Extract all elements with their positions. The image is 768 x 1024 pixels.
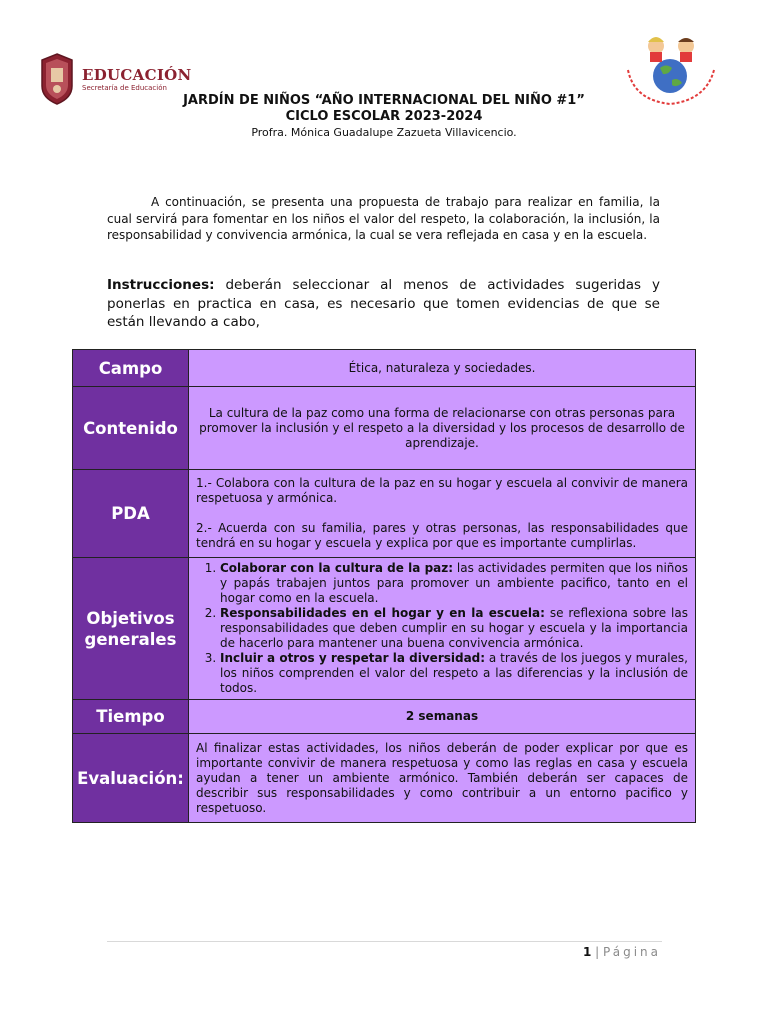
school-title: JARDÍN DE NIÑOS “AÑO INTERNACIONAL DEL NIÑO #1” [183,93,585,108]
logo-subtitle: Secretaría de Educación [82,84,167,92]
row-contenido [73,387,696,470]
logo-word: EDUCACIÓN [82,66,192,84]
row-tiempo [73,700,696,734]
footer-divider [107,941,662,942]
evaluacion-label: Evaluación: [73,734,189,823]
objetivos-label: Objetivos generales [73,558,189,700]
objetivo-item [220,651,688,696]
objetivo-item [220,606,688,651]
objetivo-title: Incluir a otros y respetar la diversidad: [220,651,486,665]
objetivo-title: Responsabilidades en el hogar y en la escuela: [220,606,545,620]
objetivos-list [196,561,688,696]
evaluacion-value: Al finalizar estas actividades, los niños deberán de poder explicar por que es importante convivir de manera respetuosa y como las reglas en casa y escuela ayudan a tener un ambiente armónico. También deberán ser capaces de describir sus responsabilidades y como contribuir a un entorno pacifico y respetuoso. [189,734,696,823]
objetivo-text: las actividades permiten que los niños y papás trabajen juntos para promover un ambiente pacifico, tanto en el hogar como en la escuela. [220,561,688,605]
objetivos-value [189,558,696,700]
objetivo-text: se reflexiona sobre las responsabilidades que deben cumplir en su hogar y escuela y la importancia de hacerlo para mantener una buena convivencia armónica. [220,606,688,650]
page-footer [583,945,661,959]
campo-label: Campo [73,350,189,387]
page-word: Página [603,945,661,959]
school-cycle: CICLO ESCOLAR 2023-2024 [285,109,483,124]
pda-value [189,470,696,558]
contenido-value: La cultura de la paz como una forma de relacionarse con otras personas para promover la inclusión y el respeto a la diversidad y los procesos de desarrollo de aprendizaje. [189,387,696,470]
footer-separator: | [595,945,600,959]
row-campo [73,350,696,387]
instructions-text: deberán seleccionar al menos de actividades sugeridas y ponerlas en practica en casa, es necesario que tomen evidencias de que se están llevando a cabo, [107,277,660,330]
objetivo-title: Colaborar con la cultura de la paz: [220,561,454,575]
contenido-label: Contenido [73,387,189,470]
objetivo-text: a través de los juegos y murales, los niños comprenden el valor del respeto a las diferencias y la inclusión de todos. [220,651,688,695]
instructions-label: Instrucciones: [107,277,215,293]
pda-item: 2.- Acuerda con su familia, pares y otras personas, las responsabilidades que tendrá en su hogar y escuela y explica por que es importante cumplirlas. [196,521,688,550]
intro-paragraph: A continuación, se presenta una propuesta de trabajo para realizar en familia, la cual servirá para fomentar en los niños el valor del respeto, la colaboración, la inclusión, la responsabilidad y convivencia armónica, la cual se vera reflejada en casa y en la escuela. [107,195,660,242]
pda-label: PDA [73,470,189,558]
row-evaluacion [73,734,696,823]
objetivo-item [220,561,688,606]
campo-value: Ética, naturaleza y sociedades. [189,350,696,387]
row-objetivos [73,558,696,700]
tiempo-label: Tiempo [73,700,189,734]
plan-table [72,349,696,823]
row-pda [73,470,696,558]
instructions-paragraph [107,276,660,332]
teacher-name: Profra. Mónica Guadalupe Zazueta Villavicencio. [251,126,517,139]
pda-item: 1.- Colabora con la cultura de la paz en su hogar y escuela al convivir de manera respetuosa y armónica. [196,476,688,505]
page-number: 1 [582,945,592,959]
tiempo-value: 2 semanas [189,700,696,734]
